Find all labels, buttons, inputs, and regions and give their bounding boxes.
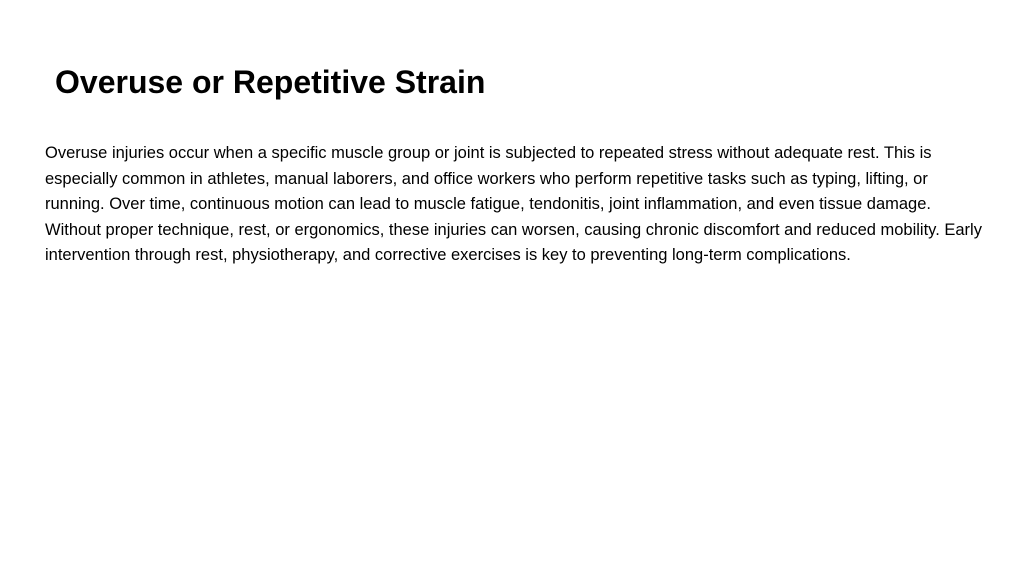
slide-title: Overuse or Repetitive Strain (55, 64, 486, 100)
slide-body-paragraph: Overuse injuries occur when a specific muscle group or joint is subjected to repeated stress without adequate rest. This is especially common in athletes, manual laborers, and office workers who perform repetitive tasks such as typing, lifting, or running. Over time, continuous motion can lead to muscle fatigue, tendonitis, joint inflammation, and even tissue damage. Without proper technique, rest, or ergonomics, these injuries can worsen, causing chronic discomfort and reduced mobility. Early intervention through rest, physiotherapy, and corrective exercises is key to preventing long-term complications. (45, 144, 982, 264)
